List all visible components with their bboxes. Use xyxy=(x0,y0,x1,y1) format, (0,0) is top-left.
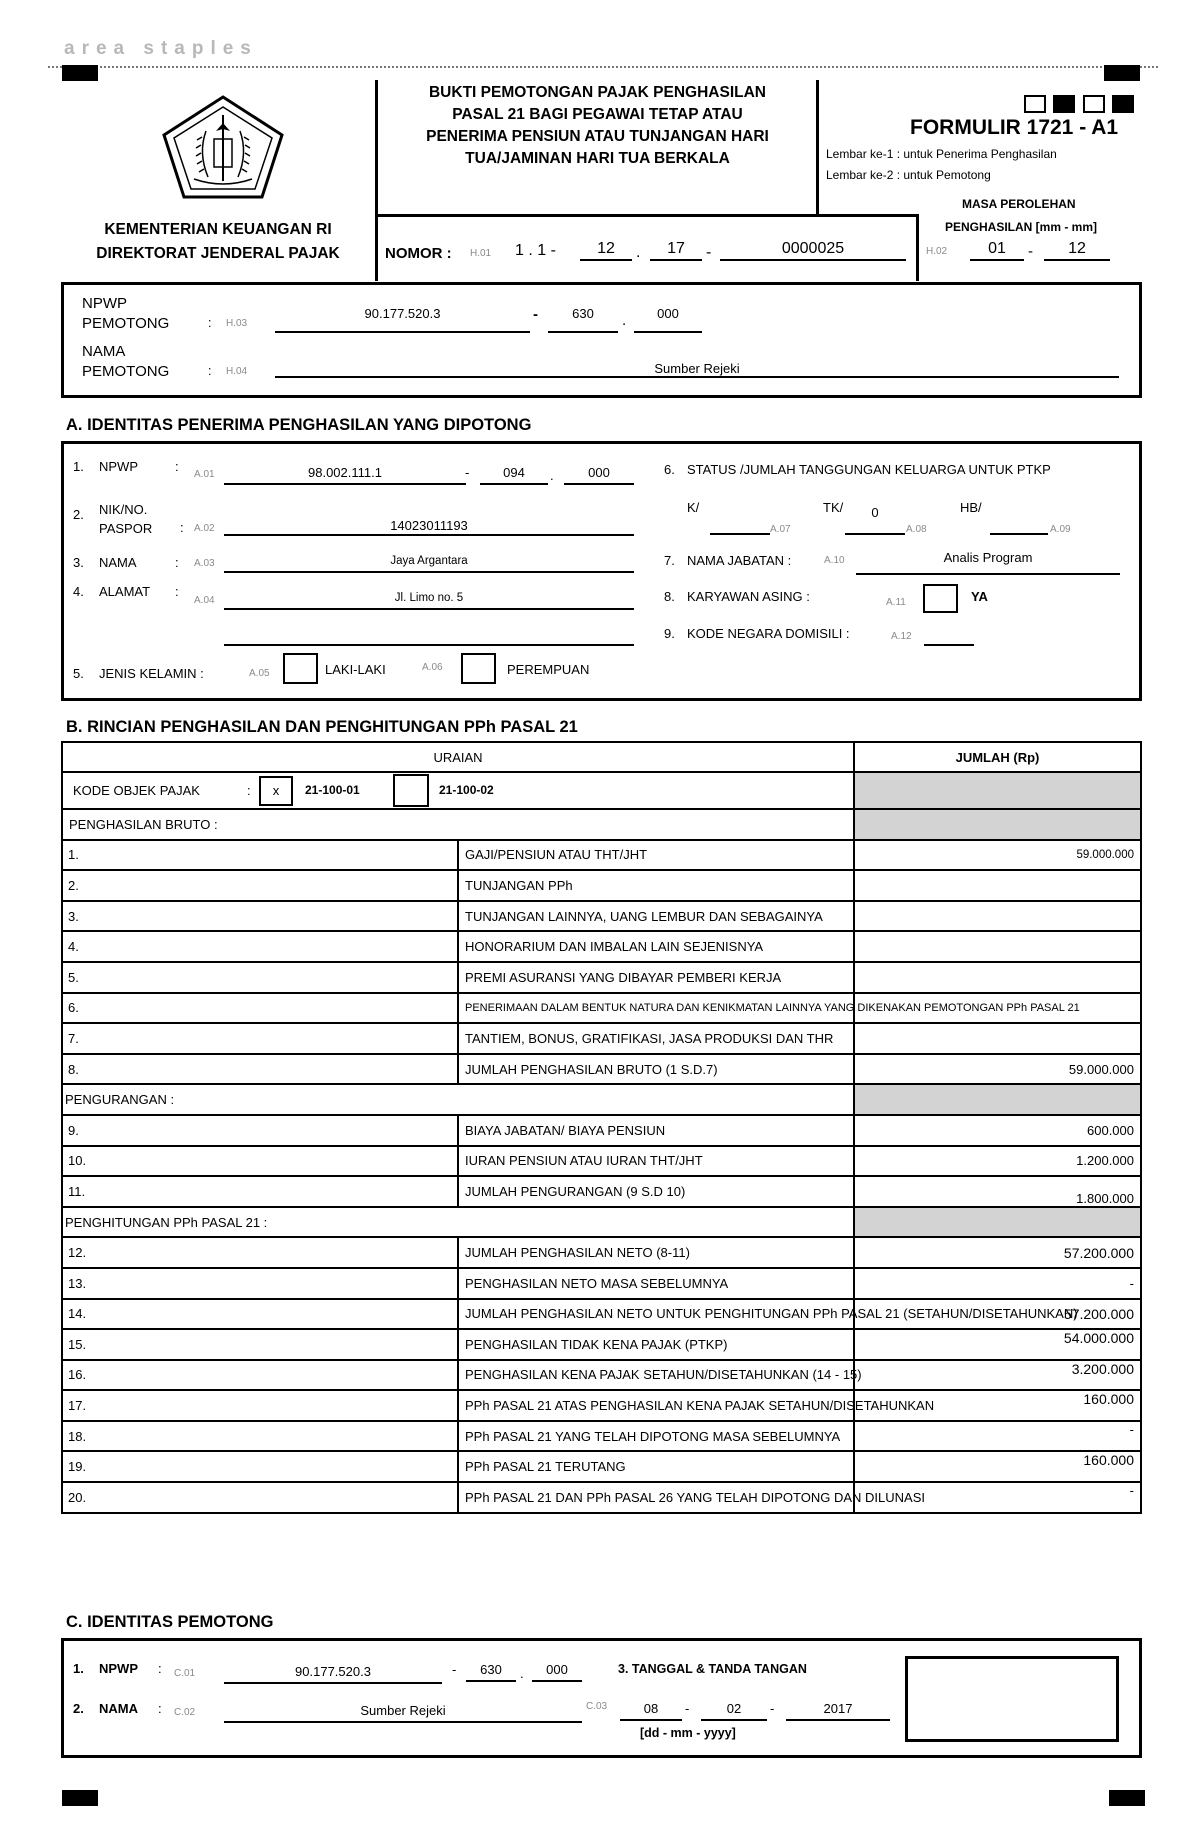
row-amount[interactable]: 600.000 xyxy=(854,1115,1141,1146)
a-nik-code: A.02 xyxy=(194,523,215,534)
row-number: 13. xyxy=(62,1268,458,1299)
row-number: 3. xyxy=(62,901,458,932)
c-nama-no: 2. xyxy=(73,1701,84,1716)
row-label: JUMLAH PENGHASILAN NETO UNTUK PENGHITUNGAN PPh PASAL 21 (SETAHUN/DISETAHUNKAN) xyxy=(458,1299,854,1330)
row-label: PENERIMAAN DALAM BENTUK NATURA DAN KENIKMATAN LAINNYA YANG DIKENAKAN PEMOTONGAN PPh PASAL 21 xyxy=(458,993,854,1024)
row-amount[interactable] xyxy=(854,1023,1141,1054)
kode-objek-label: KODE OBJEK PAJAK xyxy=(73,783,200,798)
row-amount[interactable]: - xyxy=(854,1268,1141,1299)
row-label: JUMLAH PENGHASILAN NETO (8-11) xyxy=(458,1237,854,1268)
c-nama-label: NAMA xyxy=(99,1701,138,1716)
c-npwp-sep-1: - xyxy=(452,1662,457,1677)
npwp-pemotong-colon: : xyxy=(208,316,212,330)
row-label: PPh PASAL 21 ATAS PENGHASILAN KENA PAJAK SETAHUN/DISETAHUNKAN xyxy=(458,1390,854,1421)
row-label: PENGHASILAN NETO MASA SEBELUMNYA xyxy=(458,1268,854,1299)
row-label: IURAN PENSIUN ATAU IURAN THT/JHT xyxy=(458,1146,854,1177)
col-jumlah-header: JUMLAH (Rp) xyxy=(854,742,1141,772)
c-date-sep-2: - xyxy=(770,1701,775,1716)
table-row xyxy=(62,840,1141,871)
corner-marker-top-right xyxy=(1104,65,1140,81)
a-status-label: STATUS /JUMLAH TANGGUNGAN KELUARGA UNTUK PTKP xyxy=(687,462,1051,477)
row-number: 20. xyxy=(62,1482,458,1513)
a-jk-label: JENIS KELAMIN : xyxy=(99,666,204,681)
row-label: TANTIEM, BONUS, GRATIFIKASI, JASA PRODUKSI DAN THR xyxy=(458,1023,854,1054)
c-npwp-label: NPWP xyxy=(99,1661,138,1676)
row-number: 5. xyxy=(62,962,458,993)
masa-label-2: PENGHASILAN [mm - mm] xyxy=(945,220,1098,234)
kode-21-100-01-checkbox[interactable]: x xyxy=(259,776,293,806)
a-negara-label: KODE NEGARA DOMISILI : xyxy=(687,626,850,641)
bruto-header-amount xyxy=(854,809,1141,840)
a-negara-code: A.12 xyxy=(891,631,912,642)
npwp-pemotong-code: H.03 xyxy=(226,318,248,329)
table-row xyxy=(62,1054,1141,1085)
ministry-logo xyxy=(158,93,288,208)
row-number: 2. xyxy=(62,870,458,901)
row-amount[interactable]: 160.000 xyxy=(854,1390,1141,1421)
row-amount[interactable]: 160.000 xyxy=(854,1451,1141,1482)
rincian-table xyxy=(61,741,1142,1514)
karyawan-asing-checkbox[interactable] xyxy=(923,584,958,613)
header-divider-right xyxy=(816,80,819,215)
row-label: JUMLAH PENGHASILAN BRUTO (1 S.D.7) xyxy=(458,1054,854,1085)
nomor-part-1[interactable]: 12 xyxy=(580,240,632,261)
a-npwp-sep-2: . xyxy=(550,468,554,483)
row-label: HONORARIUM DAN IMBALAN LAIN SEJENISNYA xyxy=(458,931,854,962)
a-asing-code: A.11 xyxy=(886,597,906,608)
row-number: 14. xyxy=(62,1299,458,1330)
c-date-format: [dd - mm - yyyy] xyxy=(640,1726,736,1740)
nomor-prefix: 1 . 1 - xyxy=(515,242,556,259)
kode-1-label: 21-100-01 xyxy=(305,783,360,797)
pengurangan-header-row xyxy=(62,1084,1141,1115)
c-npwp-field-3[interactable]: 000 xyxy=(532,1662,582,1682)
kode-21-100-02-checkbox[interactable] xyxy=(393,774,429,807)
col-uraian-header: URAIAN xyxy=(62,742,854,772)
a-asing-label: KARYAWAN ASING : xyxy=(687,589,810,604)
masa-separator: - xyxy=(1028,243,1033,260)
pengurangan-header: PENGURANGAN : xyxy=(62,1084,854,1115)
a-nik-label xyxy=(99,500,152,538)
a-tk-field[interactable]: 0 xyxy=(845,505,905,535)
a-npwp-field-3[interactable]: 000 xyxy=(564,465,634,485)
a-npwp-sep-1: - xyxy=(465,465,470,480)
header-divider-horizontal xyxy=(375,214,919,217)
row-label: PENGHASILAN TIDAK KENA PAJAK (PTKP) xyxy=(458,1329,854,1360)
table-header-row xyxy=(62,742,1141,772)
row-amount[interactable]: 59.000.000 xyxy=(854,1054,1141,1085)
pengurangan-header-amount xyxy=(854,1084,1141,1115)
npwp-pemotong-field-2[interactable]: 630 xyxy=(548,306,618,333)
a-tk-label: TK/ xyxy=(823,500,844,515)
nama-pemotong-colon: : xyxy=(208,364,212,378)
table-row xyxy=(62,1237,1141,1268)
a-hb-label: HB/ xyxy=(960,500,982,515)
npwp-pemotong-sep-1: - xyxy=(533,306,538,323)
a-jk-code-2: A.06 xyxy=(422,662,443,673)
corner-marker-top-left xyxy=(62,65,98,81)
row-number: 1. xyxy=(62,840,458,871)
a-jabatan-field[interactable]: Analis Program xyxy=(856,550,1120,575)
c-nama-field[interactable]: Sumber Rejeki xyxy=(224,1703,582,1723)
c-npwp-sep-2: . xyxy=(520,1666,524,1681)
nama-pemotong-code: H.04 xyxy=(226,366,248,377)
a-jk-opt-1: LAKI-LAKI xyxy=(325,662,386,677)
ministry-name xyxy=(68,218,368,266)
table-row xyxy=(62,931,1141,962)
form-title-line-4: TUA/JAMINAN HARI TUA BERKALA xyxy=(465,150,730,167)
a-nik-label-1: NIK/NO. xyxy=(99,502,148,517)
formulir-square-1 xyxy=(1024,95,1046,113)
header-divider-nomor xyxy=(916,214,919,281)
table-row xyxy=(62,1421,1141,1452)
kode-objek-cell xyxy=(62,772,854,809)
penghitungan-header-row xyxy=(62,1207,1141,1238)
a-jk-opt-2: PEREMPUAN xyxy=(507,662,590,677)
row-number: 10. xyxy=(62,1146,458,1177)
table-row xyxy=(62,1115,1141,1146)
a-alamat-colon: : xyxy=(175,584,179,599)
staples-dotted-line xyxy=(48,66,1158,68)
a-npwp-code: A.01 xyxy=(194,469,215,480)
row-label: GAJI/PENSIUN ATAU THT/JHT xyxy=(458,840,854,871)
c-ttd-label: 3. TANGGAL & TANDA TANGAN xyxy=(618,1662,807,1676)
row-label: JUMLAH PENGURANGAN (9 S.D 10) xyxy=(458,1176,854,1207)
table-row xyxy=(62,1482,1141,1513)
a-nama-no: 3. xyxy=(73,555,84,570)
row-number: 12. xyxy=(62,1237,458,1268)
a-alamat-field[interactable]: Jl. Limo no. 5 xyxy=(224,592,634,610)
lembar-1-note: Lembar ke-1 : untuk Penerima Penghasilan xyxy=(826,147,1057,161)
row-number: 4. xyxy=(62,931,458,962)
nomor-sep-1: . xyxy=(636,244,641,261)
ministry-line-1: KEMENTERIAN KEUANGAN RI xyxy=(104,221,332,238)
row-amount[interactable] xyxy=(854,901,1141,932)
kode-objek-row xyxy=(62,772,1141,809)
table-row xyxy=(62,1329,1141,1360)
row-label: PPh PASAL 21 TERUTANG xyxy=(458,1451,854,1482)
table-row xyxy=(62,870,1141,901)
a-alamat-label: ALAMAT xyxy=(99,584,151,599)
row-amount[interactable]: 3.200.000 xyxy=(854,1360,1141,1391)
row-label: TUNJANGAN LAINNYA, UANG LEMBUR DAN SEBAGAINYA xyxy=(458,901,854,932)
c-npwp-field-2[interactable]: 630 xyxy=(466,1662,516,1682)
a-negara-no: 9. xyxy=(664,626,675,641)
table-row xyxy=(62,1023,1141,1054)
npwp-pemotong-sep-2: . xyxy=(622,312,627,329)
a-nama-code: A.03 xyxy=(194,558,215,569)
pemotong-header-box xyxy=(61,282,1142,398)
nomor-part-3[interactable]: 0000025 xyxy=(720,240,906,261)
npwp-pemotong-field-1[interactable]: 90.177.520.3 xyxy=(275,306,530,333)
nomor-part-2[interactable]: 17 xyxy=(650,240,702,261)
a-alamat-code: A.04 xyxy=(194,595,215,606)
row-amount[interactable]: 59.000.000 xyxy=(854,840,1141,871)
c-npwp-field-1[interactable]: 90.177.520.3 xyxy=(224,1664,442,1684)
a-negara-field[interactable] xyxy=(924,628,974,646)
a-nama-field[interactable]: Jaya Argantara xyxy=(224,555,634,573)
nomor-sep-2: - xyxy=(706,244,712,261)
c-date-sep-1: - xyxy=(685,1701,690,1716)
nama-pemotong-field[interactable]: Sumber Rejeki xyxy=(275,361,1119,378)
a-npwp-no: 1. xyxy=(73,459,84,474)
nomor-code: H.01 xyxy=(470,248,492,259)
a-k-field[interactable] xyxy=(710,517,770,535)
c-date-mm[interactable]: 02 xyxy=(701,1701,767,1721)
a-jabatan-label: NAMA JABATAN : xyxy=(687,553,792,568)
perempuan-checkbox[interactable] xyxy=(461,653,496,684)
table-row xyxy=(62,1360,1141,1391)
form-title-line-1: BUKTI PEMOTONGAN PAJAK PENGHASILAN xyxy=(428,84,766,101)
a-tk-code: A.08 xyxy=(906,524,927,535)
a-npwp-colon: : xyxy=(175,459,179,474)
row-label: PENGHASILAN KENA PAJAK SETAHUN/DISETAHUNKAN (14 - 15) xyxy=(458,1360,854,1391)
signature-box[interactable] xyxy=(905,1656,1119,1742)
table-row xyxy=(62,993,1141,1024)
formulir-square-2 xyxy=(1053,95,1075,113)
row-number: 8. xyxy=(62,1054,458,1085)
row-amount[interactable]: - xyxy=(854,1482,1141,1513)
lembar-2-note: Lembar ke-2 : untuk Pemotong xyxy=(826,168,991,182)
masa-label-1: MASA PEROLEHAN xyxy=(962,197,1076,211)
row-amount[interactable]: 57.200.000 xyxy=(854,1237,1141,1268)
section-c-title: C. IDENTITAS PEMOTONG xyxy=(66,1613,274,1631)
row-label: PREMI ASURANSI YANG DIBAYAR PEMBERI KERJA xyxy=(458,962,854,993)
a-npwp-field-1[interactable]: 98.002.111.1 xyxy=(224,465,466,485)
row-number: 9. xyxy=(62,1115,458,1146)
masa-from-field[interactable]: 01 xyxy=(970,240,1024,261)
a-jabatan-code: A.10 xyxy=(824,555,845,566)
a-npwp-field-2[interactable]: 094 xyxy=(480,465,548,485)
masa-to-field[interactable]: 12 xyxy=(1044,240,1110,261)
c-date-code: C.03 xyxy=(586,1701,608,1712)
kode-2-label: 21-100-02 xyxy=(439,783,494,797)
c-npwp-colon: : xyxy=(158,1661,162,1676)
a-hb-field[interactable] xyxy=(990,517,1048,535)
header-divider-left xyxy=(375,80,378,281)
row-number: 15. xyxy=(62,1329,458,1360)
formulir-name: FORMULIR 1721 - A1 xyxy=(910,116,1119,139)
table-row xyxy=(62,1176,1141,1207)
npwp-pemotong-label-1: NPWP xyxy=(82,295,127,312)
row-amount[interactable]: - xyxy=(854,1421,1141,1452)
a-alamat-field-line-2[interactable] xyxy=(224,628,634,646)
area-staples-label: area staples xyxy=(64,38,258,59)
corner-marker-bottom-left xyxy=(62,1790,98,1806)
c-npwp-no: 1. xyxy=(73,1661,84,1676)
npwp-pemotong-field-3[interactable]: 000 xyxy=(634,306,702,333)
section-b-title: B. RINCIAN PENGHASILAN DAN PENGHITUNGAN PPh PASAL 21 xyxy=(66,718,578,736)
row-number: 19. xyxy=(62,1451,458,1482)
row-label: PPh PASAL 21 YANG TELAH DIPOTONG MASA SEBELUMNYA xyxy=(458,1421,854,1452)
nama-pemotong-label xyxy=(82,342,169,382)
a-jabatan-no: 7. xyxy=(664,553,675,568)
row-amount[interactable] xyxy=(854,962,1141,993)
formulir-square-3 xyxy=(1083,95,1105,113)
a-asing-no: 8. xyxy=(664,589,675,604)
nomor-label: NOMOR : xyxy=(385,245,452,262)
a-nama-colon: : xyxy=(175,555,179,570)
row-amount[interactable] xyxy=(854,870,1141,901)
row-amount[interactable]: 1.200.000 xyxy=(854,1146,1141,1177)
row-amount[interactable]: 54.000.000 xyxy=(854,1329,1141,1360)
table-row xyxy=(62,901,1141,932)
a-status-no: 6. xyxy=(664,462,675,477)
c-nama-code: C.02 xyxy=(174,1707,196,1718)
form-title-line-2: PASAL 21 BAGI PEGAWAI TETAP ATAU xyxy=(452,106,743,123)
a-nik-field[interactable]: 14023011193 xyxy=(224,518,634,536)
a-hb-code: A.09 xyxy=(1050,524,1071,535)
a-npwp-label: NPWP xyxy=(99,459,138,474)
table-row xyxy=(62,1390,1141,1421)
a-jk-code-1: A.05 xyxy=(249,668,270,679)
formulir-square-4 xyxy=(1112,95,1134,113)
row-label: TUNJANGAN PPh xyxy=(458,870,854,901)
a-nik-label-2: PASPOR xyxy=(99,521,153,536)
npwp-pemotong-label-2: PEMOTONG xyxy=(82,315,170,332)
a-nik-colon: : xyxy=(180,520,184,535)
npwp-pemotong-label xyxy=(82,294,169,334)
a-asing-opt: YA xyxy=(971,589,988,604)
a-alamat-no: 4. xyxy=(73,584,84,599)
row-amount[interactable]: 57.200.000 xyxy=(854,1299,1141,1330)
penghitungan-header: PENGHITUNGAN PPh PASAL 21 : xyxy=(62,1207,854,1238)
c-nama-colon: : xyxy=(158,1701,162,1716)
kode-objek-amount-cell xyxy=(854,772,1141,809)
table-row xyxy=(62,1268,1141,1299)
bruto-header: PENGHASILAN BRUTO : xyxy=(62,809,854,840)
penghitungan-header-amount xyxy=(854,1207,1141,1238)
section-a-title: A. IDENTITAS PENERIMA PENGHASILAN YANG DIPOTONG xyxy=(66,416,532,434)
row-amount[interactable] xyxy=(854,931,1141,962)
form-title-line-3: PENERIMA PENSIUN ATAU TUNJANGAN HARI xyxy=(426,128,769,145)
kode-objek-colon: : xyxy=(247,783,251,798)
row-number: 16. xyxy=(62,1360,458,1391)
a-k-code: A.07 xyxy=(770,524,791,535)
table-row xyxy=(62,962,1141,993)
a-nama-label: NAMA xyxy=(99,555,137,570)
a-nik-no: 2. xyxy=(73,507,84,522)
row-number: 7. xyxy=(62,1023,458,1054)
c-npwp-code: C.01 xyxy=(174,1668,196,1679)
nama-pemotong-label-1: NAMA xyxy=(82,343,126,360)
c-date-dd[interactable]: 08 xyxy=(620,1701,682,1721)
row-number: 11. xyxy=(62,1176,458,1207)
table-row xyxy=(62,1451,1141,1482)
row-number: 18. xyxy=(62,1421,458,1452)
a-jk-no: 5. xyxy=(73,666,84,681)
bruto-header-row xyxy=(62,809,1141,840)
masa-code: H.02 xyxy=(926,246,948,257)
laki-laki-checkbox[interactable] xyxy=(283,653,318,684)
nama-pemotong-label-2: PEMOTONG xyxy=(82,363,170,380)
row-amount[interactable]: 1.800.000 xyxy=(854,1176,1141,1207)
corner-marker-bottom-right xyxy=(1109,1790,1145,1806)
table-row xyxy=(62,1299,1141,1330)
row-number: 6. xyxy=(62,993,458,1024)
ministry-line-2: DIREKTORAT JENDERAL PAJAK xyxy=(96,245,340,262)
c-date-yyyy[interactable]: 2017 xyxy=(786,1701,890,1721)
table-row xyxy=(62,1146,1141,1177)
row-number: 17. xyxy=(62,1390,458,1421)
row-label: PPh PASAL 21 DAN PPh PASAL 26 YANG TELAH DIPOTONG DAN DILUNASI xyxy=(458,1482,854,1513)
row-label: BIAYA JABATAN/ BIAYA PENSIUN xyxy=(458,1115,854,1146)
form-title xyxy=(385,82,810,170)
a-k-label: K/ xyxy=(687,500,700,515)
